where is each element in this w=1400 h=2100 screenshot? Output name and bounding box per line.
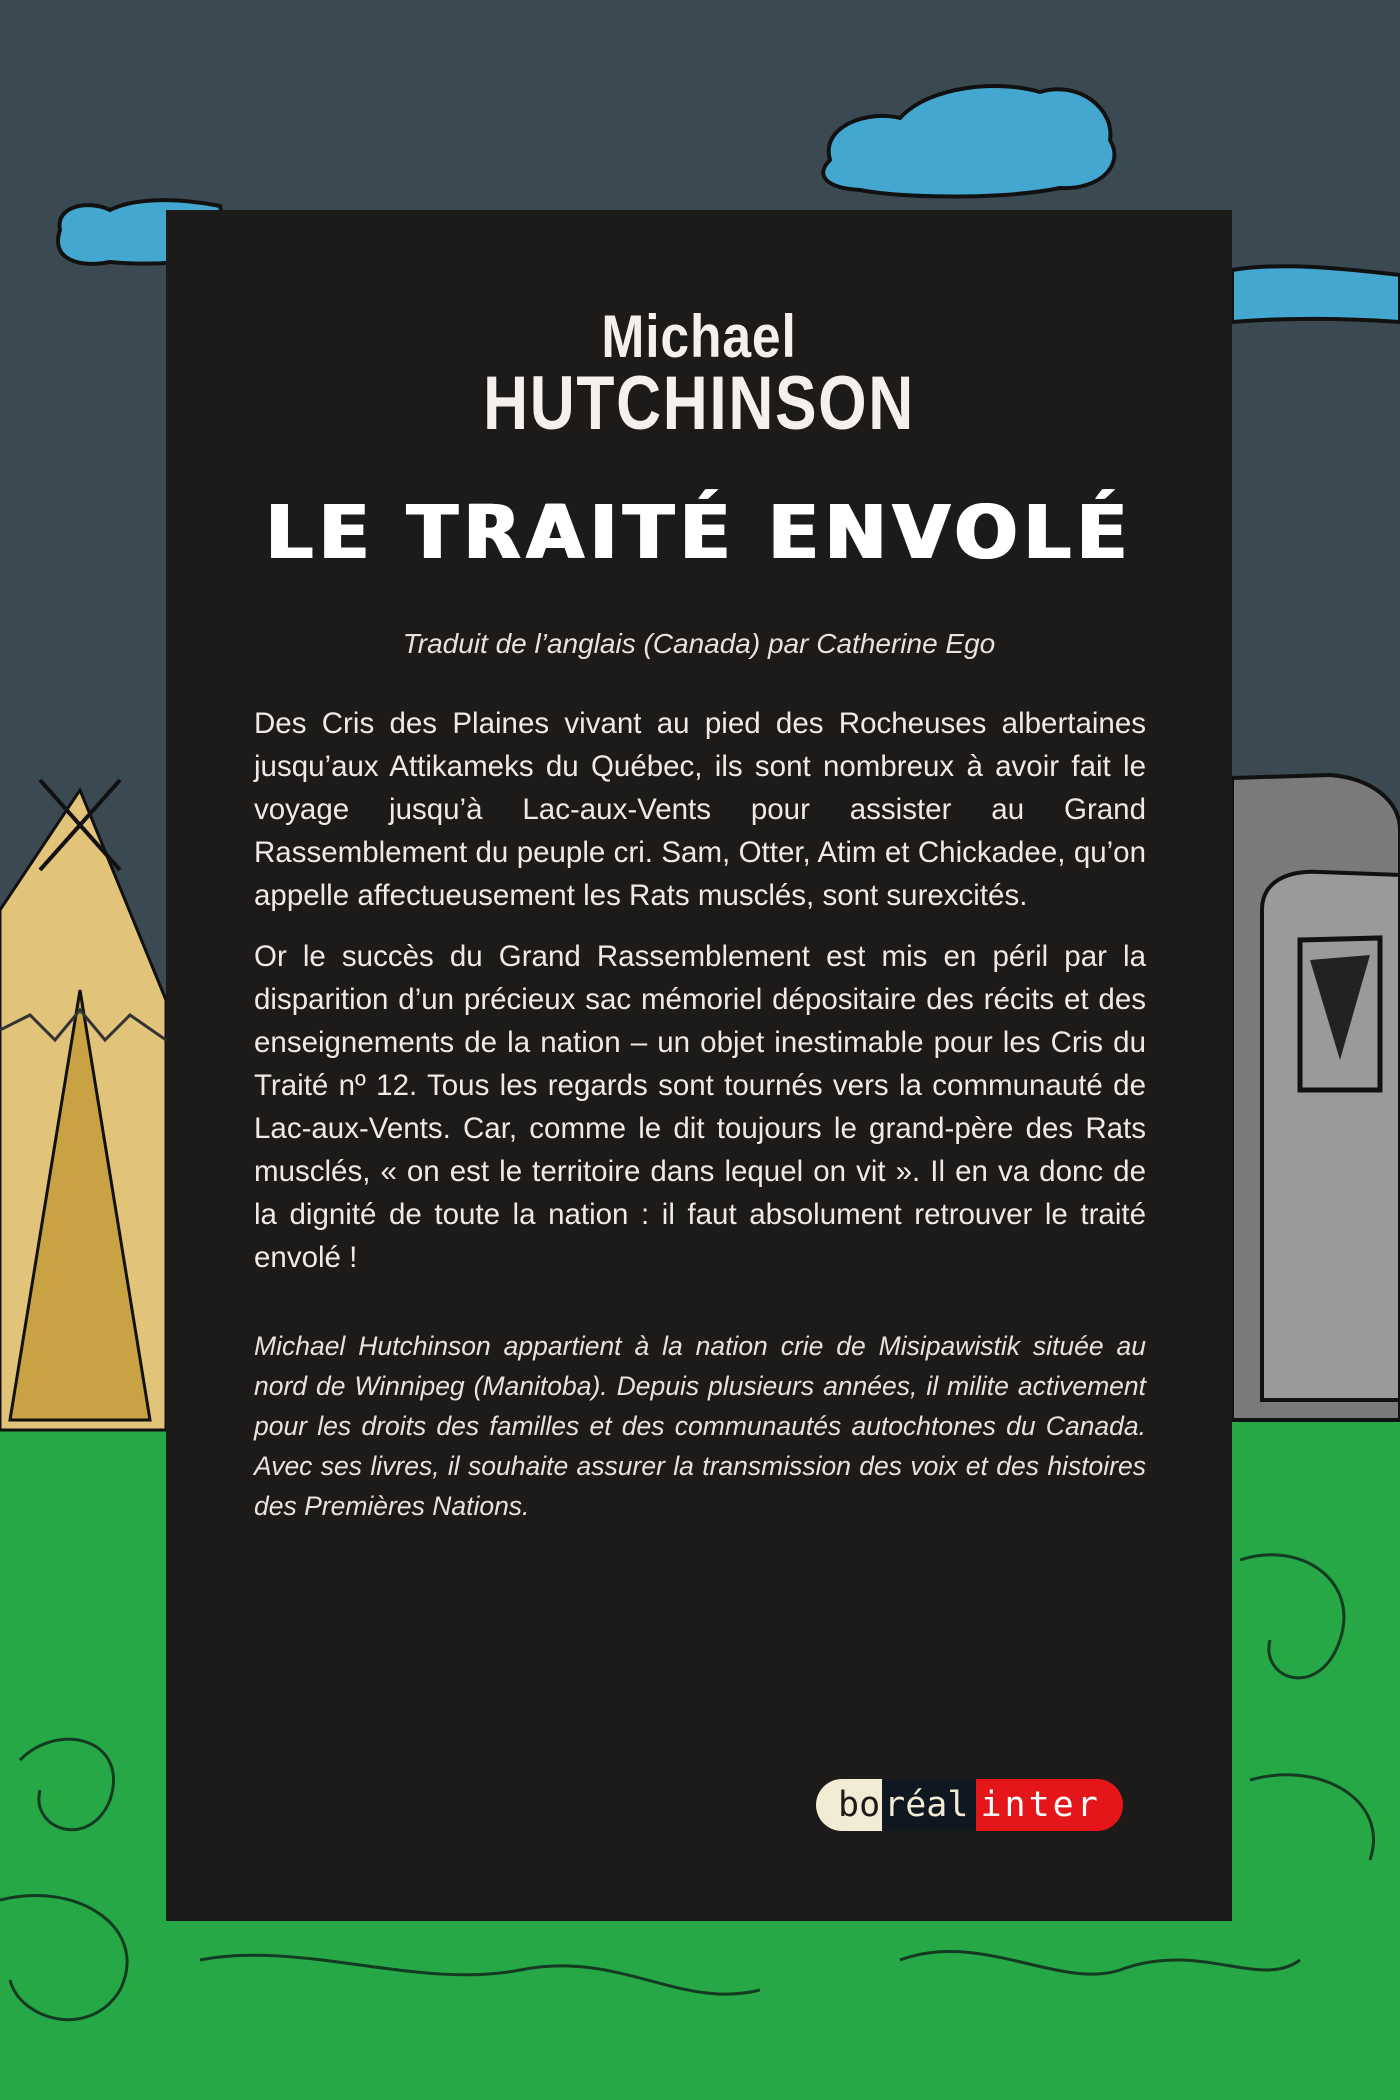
author-bio: Michael Hutchinson appartient à la nation crie de Misipawistik située au nord de Winnipeg (Manitoba). Depuis plusieurs années, il milite activement pour les droits des familles et des communautés autochtones du Canada. Avec ses livres, il souhaite assurer la transmission des voix et des histoires des Premières Nations.: [254, 1331, 1146, 1521]
back-cover-panel: [166, 210, 1232, 1921]
logo-part-real: réal: [882, 1779, 976, 1831]
publisher-logo: [816, 1779, 1122, 1831]
synopsis: [254, 702, 1146, 1297]
author-first-name: Michael: [601, 303, 797, 370]
translator-credit: Traduit de l’anglais (Canada) par Catherine Ego: [402, 628, 996, 659]
synopsis-paragraph: Or le succès du Grand Rassemblement est mis en péril par la disparition d’un précieux sac mémoriel dépositaire des récits et des enseignements de la nation – un objet inestimable pour les Cris du Traité nº 12. Tous les regards sont tournés vers la communauté de Lac-aux-Vents. Car, comme le dit toujours le grand-père des Rats musclés, « on est le territoire dans lequel on vit ». Il en va donc de la dignité de toute la nation : il faut absolument retrouver le traité envolé !: [254, 940, 1146, 1274]
synopsis-paragraph: Des Cris des Plaines vivant au pied des Rocheuses albertaines jusqu’aux Attikameks du Québec, ils sont nombreux à avoir fait le voyage jusqu’à Lac-aux-Vents pour assister au Grand Rassemblement du peuple cri. Sam, Otter, Atim et Chickadee, qu’on appelle affectueusement les Rats musclés, sont surexcités.: [254, 707, 1146, 912]
logo-part-bo: bo: [816, 1779, 882, 1831]
book-title: LE TRAITÉ ENVOLÉ: [265, 490, 1133, 576]
author-last-name: HUTCHINSON: [483, 361, 915, 446]
logo-part-inter: inter: [976, 1779, 1122, 1831]
